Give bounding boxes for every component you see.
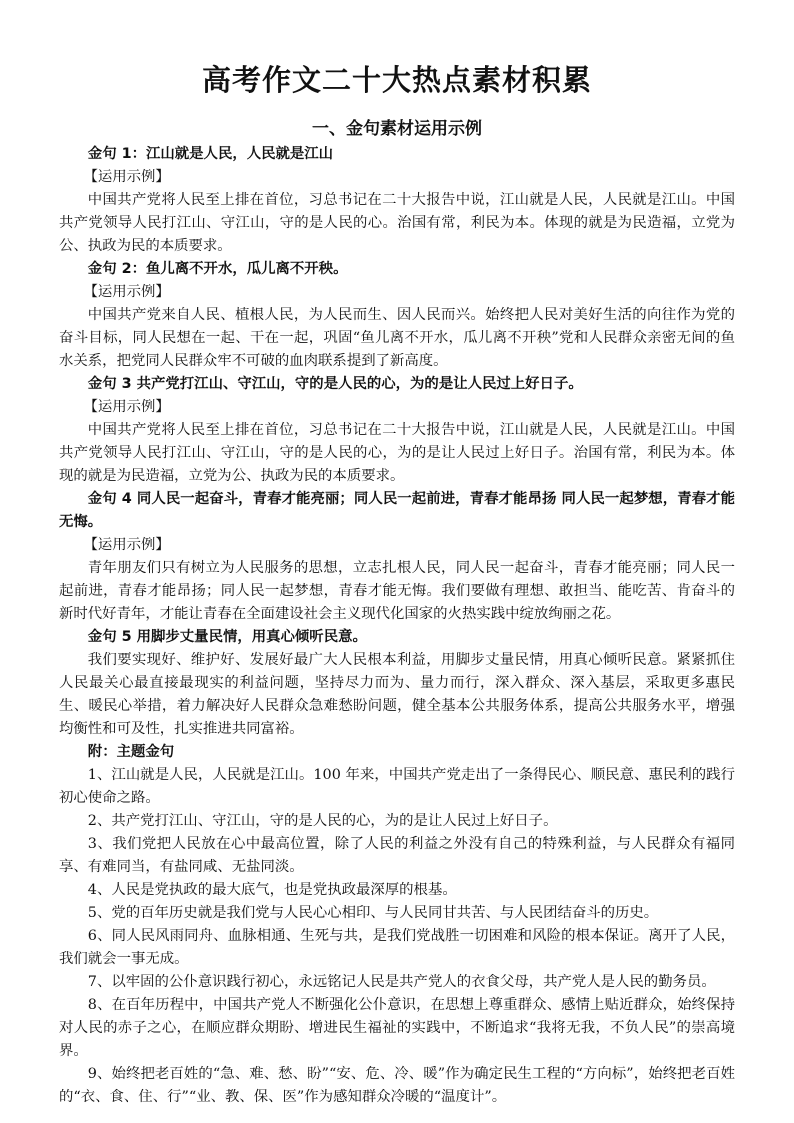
appendix-item-8: 8、在百年历程中，中国共产党人不断强化公仆意识，在思想上尊重群众、感情上贴近群众，始终保持对人民的赤子之心，在顺应群众期盼、增进民生福祉的实践中，不断追求“我将无我，不负人民”的崇高境界。 [59, 997, 735, 1059]
appendix-item-4: 4、人民是党执政的最大底气，也是党执政最深厚的根基。 [87, 882, 457, 898]
appendix-item-3: 3、我们党把人民放在心中最高位置，除了人民的利益之外没有自己的特殊利益，与人民群众有福同享、有难同当，有盐同咸、无盐同淡。 [59, 836, 735, 875]
section-subtitle: 一、金句素材运用示例 [312, 119, 482, 139]
example-tag-2: 【运用示例】 [83, 284, 170, 300]
appendix-heading: 附：主题金句 [87, 744, 175, 760]
example-paragraph-3: 中国共产党将人民至上排在首位，习总书记在二十大报告中说，江山就是人民，人民就是江山。中国共产党领导人民打江山、守江山，守的是人民的心，为的是让人民过上好日子。治国有常，利民为本。体现的就是为民造福，立党为公、执政为民的本质要求。 [59, 422, 735, 484]
quote-heading-1: 金句 1：江山就是人民，人民就是江山 [87, 146, 334, 162]
example-tag-4: 【运用示例】 [83, 537, 170, 553]
example-paragraph-5: 我们要实现好、维护好、发展好最广大人民根本利益，用脚步丈量民情，用真心倾听民意。紧紧抓住人民最关心最直接最现实的利益问题，坚持尽力而为、量力而行，深入群众、深入基层，采取更多惠民生、暖民心举措，着力解决好人民群众急难愁盼问题，健全基本公共服务体系，提高公共服务水平，增强均衡性和可及性，扎实推进共同富裕。 [59, 652, 735, 737]
document-body [59, 143, 735, 1109]
document-title: 高考作文二十大热点素材积累 [201, 63, 592, 97]
example-paragraph-2: 中国共产党来自人民、植根人民，为人民而生、因人民而兴。始终把人民对美好生活的向往作为党的奋斗目标，同人民想在一起、干在一起，巩固“鱼儿离不开水，瓜儿离不开秧”党和人民群众亲密无间的鱼水关系，把党同人民群众牢不可破的血肉联系提到了新高度。 [59, 307, 735, 369]
quote-heading-5: 金句 5 用脚步丈量民情，用真心倾听民意。 [87, 629, 367, 645]
appendix-item-2: 2、共产党打江山、守江山，守的是人民的心，为的是让人民过上好日子。 [87, 813, 558, 829]
example-tag-3: 【运用示例】 [83, 399, 170, 415]
appendix-item-9: 9、始终把老百姓的“急、难、愁、盼”“安、危、冷、暖”作为确定民生工程的“方向标”，始终把老百姓的“衣、食、住、行”“业、教、保、医”作为感知群众冷暖的“温度计”。 [59, 1066, 735, 1105]
example-paragraph-1: 中国共产党将人民至上排在首位，习总书记在二十大报告中说，江山就是人民，人民就是江山。中国共产党领导人民打江山、守江山，守的是人民的心。治国有常，利民为本。体现的就是为民造福，立党为公、执政为民的本质要求。 [59, 192, 735, 254]
example-paragraph-4: 青年朋友们只有树立为人民服务的思想，立志扎根人民，同人民一起奋斗，青春才能亮丽；同人民一起前进，青春才能昂扬；同人民一起梦想，青春才能无悔。我们要做有理想、敢担当、能吃苦、肯奋斗的新时代好青年，才能让青春在全面建设社会主义现代化国家的火热实践中绽放绚丽之花。 [59, 560, 735, 622]
quote-heading-4: 金句 4 同人民一起奋斗，青春才能亮丽；同人民一起前进，青春才能昂扬 同人民一起梦想，青春才能无悔。 [59, 491, 735, 530]
appendix-item-5: 5、党的百年历史就是我们党与人民心心相印、与人民同甘共苦、与人民团结奋斗的历史。 [87, 905, 659, 921]
appendix-item-7: 7、以牢固的公仆意识践行初心，永远铭记人民是共产党人的衣食父母，共产党人是人民的勤务员。 [87, 974, 716, 990]
appendix-item-6: 6、同人民风雨同舟、血脉相通、生死与共，是我们党战胜一切困难和风险的根本保证。离开了人民，我们就会一事无成。 [59, 928, 735, 967]
quote-heading-3: 金句 3 共产党打江山、守江山，守的是人民的心，为的是让人民过上好日子。 [87, 376, 583, 392]
appendix-item-1: 1、江山就是人民，人民就是江山。100 年来，中国共产党走出了一条得民心、顺民意、惠民利的践行初心使命之路。 [59, 767, 735, 806]
example-tag-1: 【运用示例】 [83, 169, 170, 185]
quote-heading-2: 金句 2：鱼儿离不开水，瓜儿离不开秧。 [87, 261, 348, 277]
